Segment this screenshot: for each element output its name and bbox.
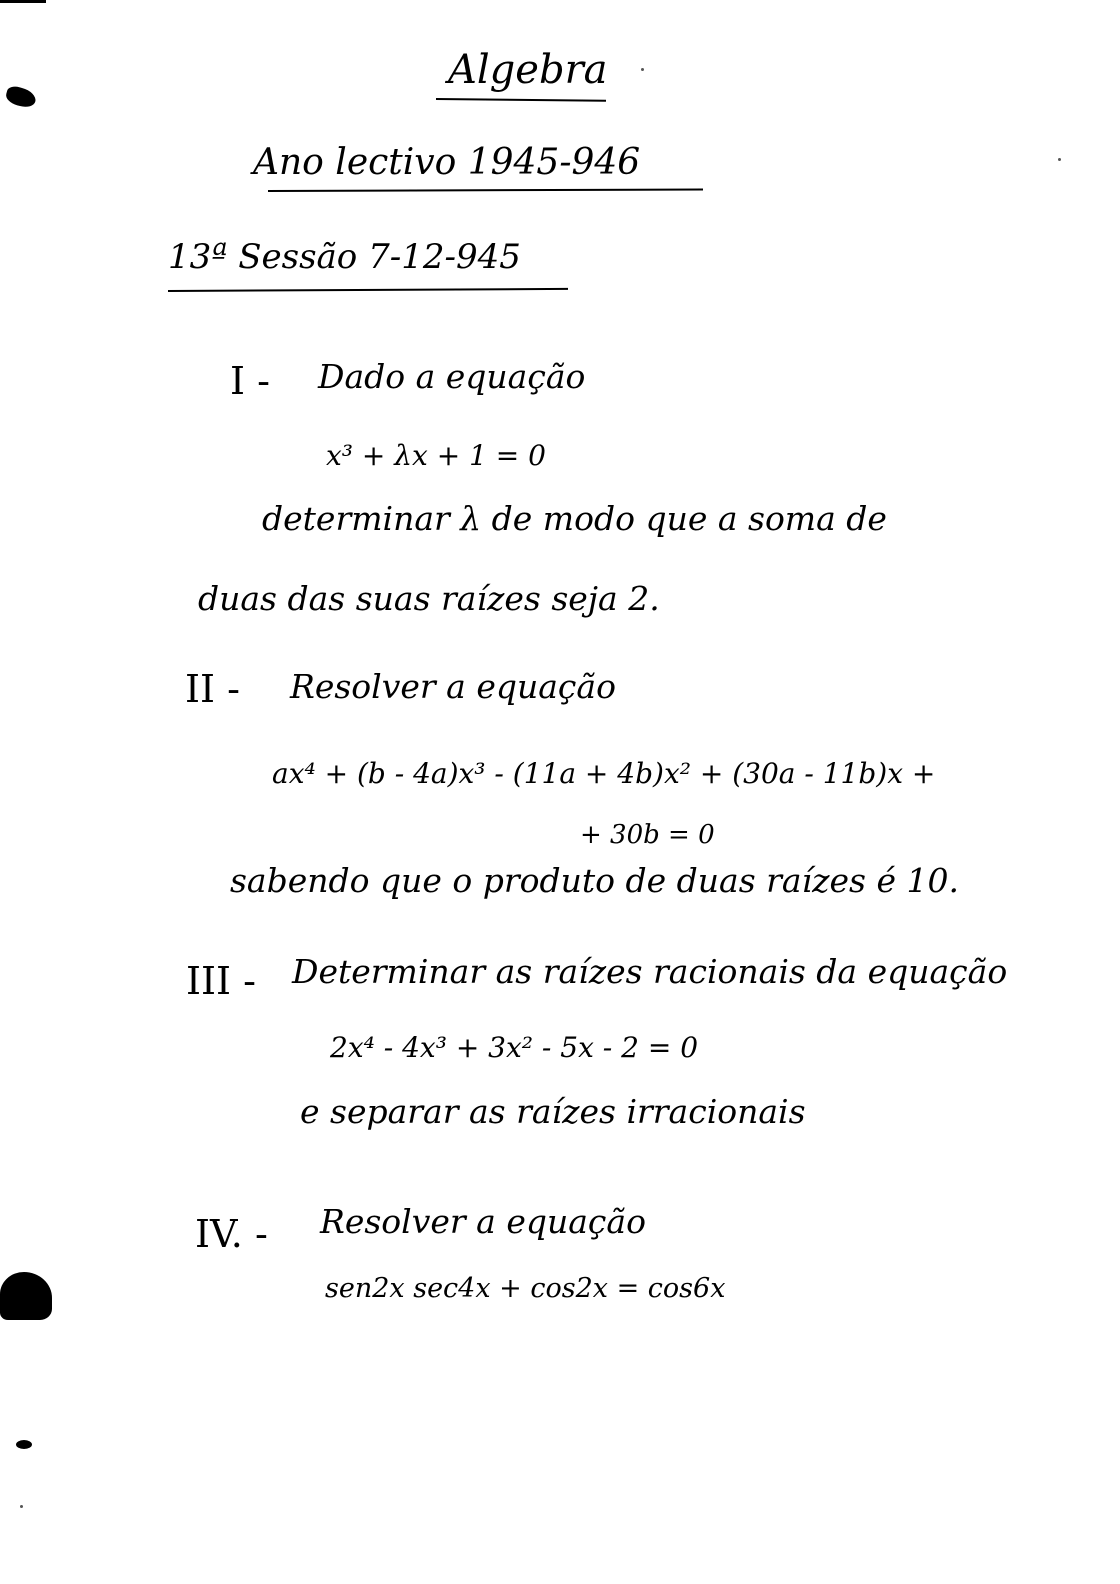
problem-4-intro: Resolver a equação (320, 1202, 646, 1241)
ink-blot (4, 84, 38, 109)
scan-speck (1058, 158, 1061, 161)
page-title: Algebra (448, 47, 608, 93)
problem-2-intro: Resolver a equação (290, 667, 616, 706)
problem-1-text-line: duas das suas raízes seja 2. (198, 579, 660, 618)
problem-1-text-line: determinar λ de modo que a soma de (262, 499, 887, 538)
scan-speck (20, 1505, 23, 1508)
problem-3-intro: Determinar as raízes racionais da equação (292, 952, 1008, 991)
academic-year-underline (268, 188, 703, 192)
problem-2-text-line: sabendo que o produto de duas raízes é 10. (230, 861, 959, 900)
ink-blot (16, 1440, 32, 1449)
problem-4-equation: sen2x sec4x + cos2x = cos6x (325, 1273, 726, 1304)
problem-2-equation-line: ax⁴ + (b - 4a)x³ - (11a + 4b)x² + (30a - 11b)x + (272, 757, 936, 790)
session-underline (168, 288, 568, 292)
problem-3-text-line: e separar as raízes irracionais (300, 1092, 806, 1131)
academic-year: Ano lectivo 1945-946 (253, 142, 641, 183)
problem-3-equation: 2x⁴ - 4x³ + 3x² - 5x - 2 = 0 (330, 1031, 699, 1064)
ink-blot (0, 1272, 52, 1320)
problem-3-number: III - (186, 959, 256, 1003)
scan-mark-top (0, 0, 46, 3)
problem-1-number: I - (230, 359, 270, 403)
title-underline (436, 98, 606, 102)
problem-2-equation-line: + 30b = 0 (580, 820, 715, 850)
problem-1-intro: Dado a equação (318, 357, 586, 396)
problem-2-number: II - (185, 667, 240, 711)
scan-speck (641, 68, 644, 71)
session-heading: 13ª Sessão 7-12-945 (168, 237, 521, 277)
problem-1-equation: x³ + λx + 1 = 0 (326, 439, 546, 472)
problem-4-number: IV. - (195, 1212, 268, 1256)
